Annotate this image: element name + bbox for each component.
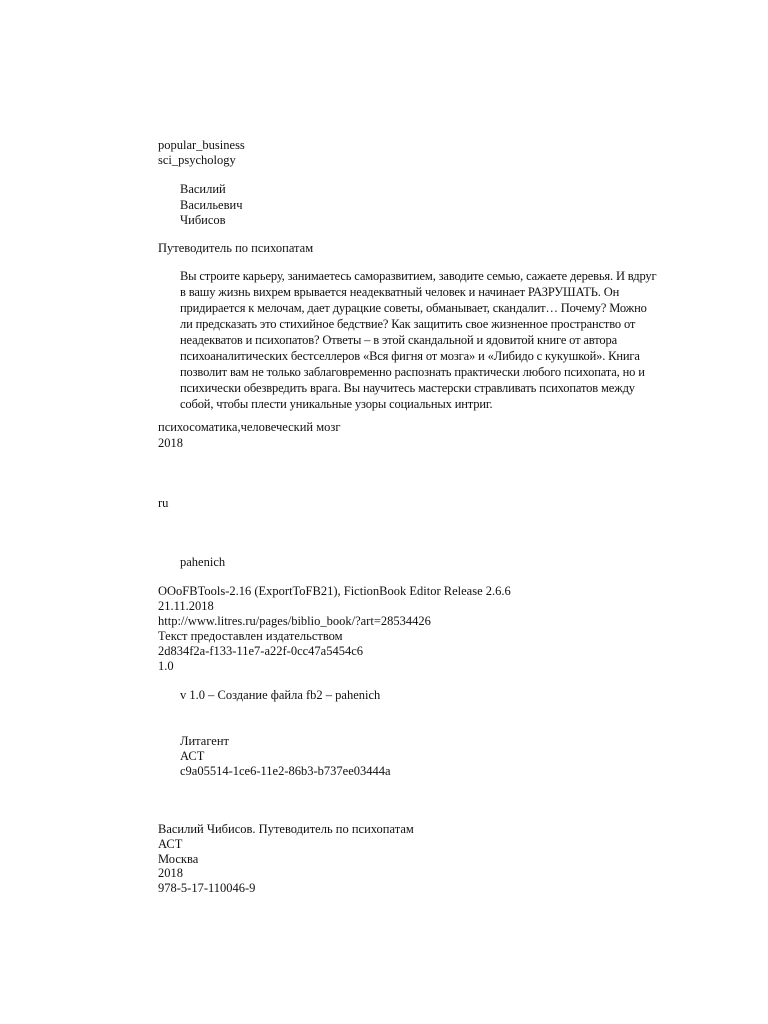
publish-city: Москва xyxy=(158,852,199,866)
publisher-line: АСТ xyxy=(180,749,205,763)
document-version: 1.0 xyxy=(158,659,174,673)
annotation-line: неадекватов и психопатов? Ответы – в этой скандальной и ядовитой книге от автора xyxy=(180,333,617,347)
annotation-line: психоаналитических бестселлеров «Вся фигня от мозга» и «Либидо с кукушкой». Книга xyxy=(180,349,640,363)
document-history: v 1.0 – Создание файла fb2 – pahenich xyxy=(180,688,381,702)
book-date: 2018 xyxy=(158,436,183,450)
keywords: психосоматика,человеческий мозг xyxy=(158,420,341,434)
publish-year: 2018 xyxy=(158,866,183,880)
document-date: 21.11.2018 xyxy=(158,599,214,613)
publish-book-name: Василий Чибисов. Путеводитель по психопатам xyxy=(158,822,414,836)
book-title: Путеводитель по психопатам xyxy=(158,241,314,255)
publish-isbn: 978-5-17-110046-9 xyxy=(158,881,256,895)
publish-publisher: АСТ xyxy=(158,837,183,851)
annotation-line: психически обезвредить врага. Вы научитесь мастерски стравливать психопатов между xyxy=(180,381,635,395)
author-last-name: Чибисов xyxy=(180,213,226,227)
genre-2: sci_psychology xyxy=(158,153,236,167)
source-ocr: Текст предоставлен издательством xyxy=(158,629,343,643)
author-middle-name: Васильевич xyxy=(180,198,243,212)
annotation xyxy=(180,268,670,412)
document-author-nickname: pahenich xyxy=(180,555,226,569)
annotation-line: собой, чтобы плести уникальные узоры социальных интриг. xyxy=(180,397,493,411)
annotation-line: позволит вам не только заблаговременно распознать практически любого психопата, но и xyxy=(180,365,645,379)
document-id: 2d834f2a-f133-11e7-a22f-0cc47a5454c6 xyxy=(158,644,364,658)
language: ru xyxy=(158,496,169,510)
annotation-line: в вашу жизнь вихрем врывается неадекватный человек и начинает РАЗРУШАТЬ. Он xyxy=(180,285,620,299)
annotation-line: ли предсказать это стихийное бедствие? Как защитить свое жизненное пространство от xyxy=(180,317,636,331)
annotation-line: придирается к мелочам, дает дурацкие советы, обманывает, скандалит… Почему? Можно xyxy=(180,301,647,315)
annotation-line: Вы строите карьеру, занимаетесь саморазвитием, заводите семью, сажаете деревья. И вдруг xyxy=(180,269,657,283)
genre-1: popular_business xyxy=(158,138,245,152)
program-used: OOoFBTools-2.16 (ExportToFB21), FictionBook Editor Release 2.6.6 xyxy=(158,584,511,598)
author-first-name: Василий xyxy=(180,182,226,196)
publisher-line: c9a05514-1ce6-11e2-86b3-b737ee03444a xyxy=(180,764,391,778)
publisher-line: Литагент xyxy=(180,734,229,748)
source-url: http://www.litres.ru/pages/biblio_book/?art=28534426 xyxy=(158,614,431,628)
